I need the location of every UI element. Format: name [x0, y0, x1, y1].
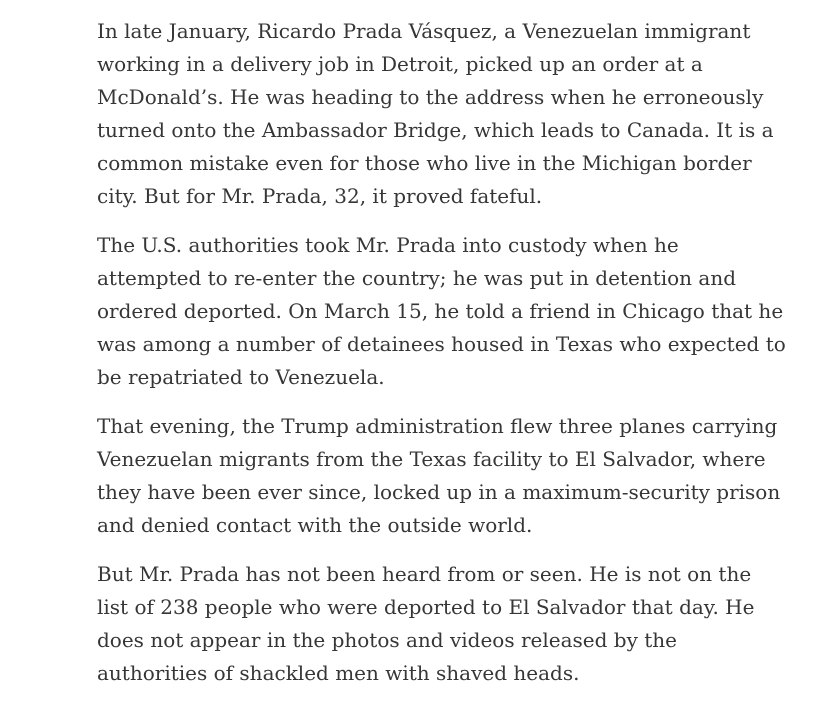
paragraph-line: But Mr. Prada has not been heard from or seen. He is not on the list [97, 562, 752, 619]
article-paragraph-3 [97, 410, 787, 542]
paragraph-line: common mistake even for those who live in the Michigan border [97, 151, 752, 175]
paragraph-line: In late January, Ricardo Prada Vásquez, a Venezuelan immigrant [97, 19, 751, 43]
article-paragraph-1 [97, 15, 787, 213]
paragraph-line: not appear in the photos and videos released by the authorities of [97, 628, 677, 685]
paragraph-line: Venezuelan migrants from the Texas facility to El Salvador, where [97, 447, 766, 471]
paragraph-line: The U.S. authorities took Mr. Prada into custody when he [97, 233, 679, 257]
paragraph-line: to be repatriated to Venezuela. [97, 332, 786, 389]
article-paragraph-4 [97, 558, 787, 690]
paragraph-line: city. But for Mr. Prada, 32, it proved fateful. [97, 184, 543, 208]
paragraph-line: and denied contact with the outside world. [97, 513, 533, 537]
paragraph-line: turned onto the Ambassador Bridge, which leads to Canada. It is a [97, 118, 774, 142]
paragraph-line: attempted to re-enter the country; he was put in detention and [97, 266, 737, 290]
paragraph-line: ordered deported. On March 15, he told a friend in Chicago that he [97, 299, 784, 323]
article-body [97, 15, 787, 706]
paragraph-line: they have been ever since, locked up in a maximum-security prison [97, 480, 781, 504]
paragraph-line: shackled men with shaved heads. [239, 661, 580, 685]
paragraph-line: was among a number of detainees housed in Texas who expected [97, 332, 760, 356]
paragraph-line: McDonald’s. He was heading to the address when he erroneously [97, 85, 764, 109]
paragraph-line: of 238 people who were deported to El Salvador that day. He does [97, 595, 755, 652]
paragraph-line: That evening, the Trump administration flew three planes carrying [97, 414, 778, 438]
article-paragraph-2 [97, 229, 787, 394]
paragraph-line: working in a delivery job in Detroit, picked up an order at a [97, 52, 703, 76]
